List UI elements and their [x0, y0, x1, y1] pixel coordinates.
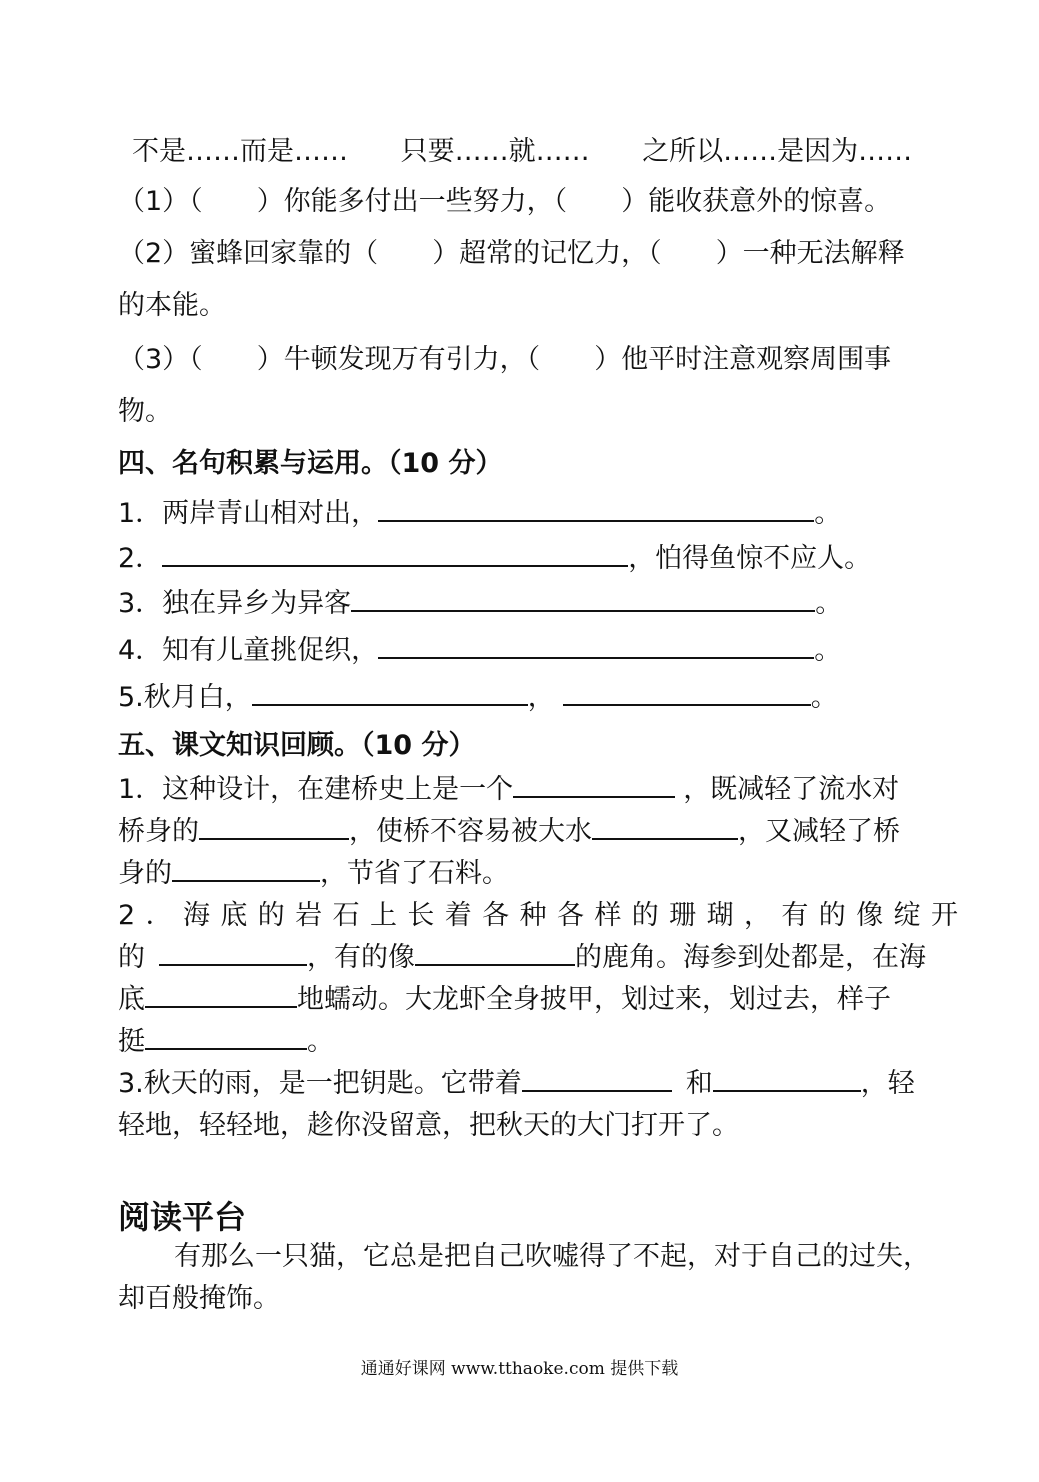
poem-5-end: 。: [810, 682, 838, 713]
q1-number: （1）（: [118, 186, 203, 217]
reading-title: 阅读平台: [118, 1198, 247, 1236]
recall-1-c: 桥身的: [118, 816, 199, 847]
recall-3-blank-2[interactable]: [713, 1064, 861, 1092]
option-1: 不是……而是……: [132, 136, 348, 167]
poem-5-comma: ，: [527, 682, 555, 713]
recall-2-line-3: [118, 980, 958, 1020]
recall-3-line-2: 轻地，轻轻地，趁你没留意，把秋天的大门打开了。: [118, 1110, 739, 1141]
option-2: 只要……就……: [400, 136, 590, 167]
recall-3-line-1: [118, 1064, 958, 1104]
poem-3-text: 3．独在异乡为异客: [118, 588, 352, 619]
reading-paragraph-line-2: 却百般掩饰。: [118, 1283, 280, 1314]
section-5-title: 五、课文知识回顾。（10 分）: [118, 730, 476, 761]
recall-2-blank-1[interactable]: [159, 938, 307, 966]
poem-5-blank-2[interactable]: [563, 678, 811, 706]
poem-4-blank[interactable]: [378, 631, 814, 659]
recall-1-blank-4[interactable]: [172, 854, 320, 882]
poem-item-2: [118, 539, 958, 579]
recall-2-c: ，有的像: [307, 942, 415, 973]
poem-1-text: 1．两岸青山相对出，: [118, 498, 379, 529]
question-2-cont: 的本能。: [118, 290, 226, 321]
q2-end: ）一种无法解释: [715, 238, 905, 269]
question-1: [118, 182, 958, 222]
recall-1-g: ，节省了石料。: [320, 858, 509, 889]
poem-2-text: 2．: [118, 543, 163, 574]
question-2: [118, 234, 958, 274]
recall-3-a: 3.秋天的雨，是一把钥匙。它带着: [118, 1068, 522, 1099]
recall-3-b: 和: [685, 1068, 713, 1099]
recall-2-f: 地蠕动。大龙虾全身披甲，划过来，划过去，样子: [297, 984, 891, 1015]
poem-2-blank[interactable]: [162, 539, 628, 567]
option-3: 之所以……是因为……: [642, 136, 913, 167]
question-3-cont: 物。: [118, 396, 172, 427]
recall-2-blank-3[interactable]: [145, 980, 297, 1008]
poem-item-1: [118, 494, 958, 534]
recall-1-a: 1．这种设计，在建桥史上是一个: [118, 774, 514, 805]
recall-2-line-1: 2．海底的岩石上长着各种各样的珊瑚，有的像绽开: [118, 900, 958, 931]
recall-1-b: ，既减轻了流水对: [683, 774, 900, 805]
recall-1-blank-3[interactable]: [592, 812, 738, 840]
recall-1-f: 身的: [118, 858, 172, 889]
connective-options: [118, 132, 958, 172]
recall-1-e: ，又减轻了桥: [738, 816, 900, 847]
recall-2-e: 底: [118, 984, 145, 1015]
poem-5-text: 5.秋月白，: [118, 682, 252, 713]
q3-middle: ）牛顿发现万有引力，（: [256, 344, 541, 375]
section-4-title: 四、名句积累与运用。（10 分）: [118, 448, 503, 479]
recall-1-d: ，使桥不容易被大水: [349, 816, 592, 847]
q1-end: ）能收获意外的惊喜。: [621, 186, 892, 217]
recall-3-blank-1[interactable]: [522, 1064, 672, 1092]
recall-2-blank-4[interactable]: [145, 1022, 307, 1050]
poem-3-end: 。: [815, 588, 843, 619]
poem-1-blank[interactable]: [378, 494, 814, 522]
recall-1-line-3: [118, 854, 958, 894]
q3-number: （3）（: [118, 344, 203, 375]
q1-middle: ）你能多付出一些努力，（: [256, 186, 568, 217]
poem-1-end: 。: [814, 498, 842, 529]
recall-2-line-4: [118, 1022, 958, 1062]
poem-item-3: [118, 584, 958, 624]
poem-3-blank[interactable]: [351, 584, 815, 612]
poem-4-end: 。: [814, 635, 842, 666]
recall-1-blank-2[interactable]: [199, 812, 349, 840]
recall-2-blank-2[interactable]: [415, 938, 575, 966]
poem-2-end: ，怕得鱼惊不应人。: [628, 543, 872, 574]
recall-2-line-2: [118, 938, 958, 978]
q3-end: ）他平时注意观察周围事: [594, 344, 892, 375]
recall-2-g: 挺: [118, 1026, 145, 1057]
recall-1-line-2: [118, 812, 958, 852]
recall-2-h: 。: [307, 1026, 334, 1057]
recall-3-c: ，轻: [860, 1068, 915, 1099]
poem-item-5: [118, 678, 958, 718]
recall-2-d: 的鹿角。海参到处都是，在海: [575, 942, 926, 973]
poem-item-4: [118, 631, 958, 671]
q2-middle: ）超常的记忆力，（: [432, 238, 662, 269]
recall-1-blank-1[interactable]: [513, 770, 675, 798]
recall-2-b: 的: [118, 942, 145, 973]
footer-credit: 通通好课网 www.tthaoke.com 提供下载: [360, 1359, 679, 1379]
recall-1-line-1: [118, 770, 958, 810]
q2-number: （2）蜜蜂回家靠的（: [118, 238, 379, 269]
poem-4-text: 4．知有儿童挑促织，: [118, 635, 379, 666]
poem-5-blank-1[interactable]: [252, 678, 528, 706]
reading-paragraph-line-1: 有那么一只猫，它总是把自己吹嘘得了不起，对于自己的过失，: [174, 1241, 930, 1272]
question-3: [118, 340, 958, 380]
